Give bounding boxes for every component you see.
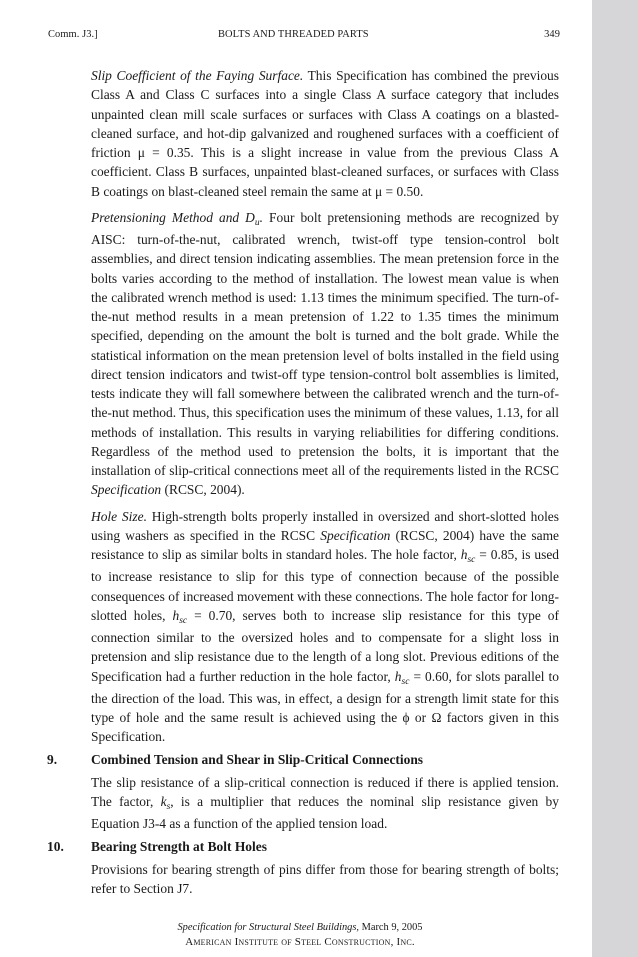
paragraph-text: Four bolt pretensioning methods are recognized by AISC: turn-of-the-nut, calibrated wrench, twist-off type tension-control bolt assemblies, and direct tension indicating assemblies. The mean pretension force in the bolts varies according to the method of installation. The lowest mean value is when the calibrated wrench method is used: 1.13 times the minimum specified. The turn-of-the-nut method results in a mean pretension of 1.22 to 1.35 times the minimum specified, depending on the amount the bolt is turned and the bolt grade. While the statistical information on the mean pretension level of bolts installed in the field using direct tension indicators and twist-off type tension-control bolt assemblies is limited, tests indicate they will fall somewhere between the calibrated wrench and the turn-of-the-nut method. Thus, this specification uses the minimum of these values, 1.13, for all methods of installation. This results in varying reliabilities for differing conditions. Regardless of the method used to pretension the bolts, it is important that the installation of slip-critical connections meet all of the requirements listed in the RCSC [91, 209, 559, 478]
page-body [47, 66, 560, 905]
section-title: Combined Tension and Shear in Slip-Critical Connections [91, 751, 424, 767]
paragraph-slip-coefficient [91, 66, 559, 201]
page-footer [0, 920, 600, 950]
header-section-ref: Comm. J3.] [48, 29, 98, 40]
footer-spec-title: Specification for Structural Steel Buildings, [177, 922, 360, 933]
subscript-s: s [166, 802, 171, 812]
subscript: u [254, 217, 260, 228]
paragraph-bearing-strength: Provisions for bearing strength of pins differ from those for bearing strength of bolts; refer to Section J7. [91, 861, 559, 896]
paragraph-text: = 0.85, is used to increase resistance to slip for this type of connection because of the possible consequences of increased movement with these connections. The hole factor for long-slotted holes, [91, 547, 559, 623]
section-heading-10 [47, 837, 559, 856]
specification-title: Specification [91, 482, 162, 498]
paragraph-text: (RCSC, 2004) have the same resistance to slip as similar bolts in standard holes. The hole factor, [91, 527, 560, 562]
paragraph-hole-size [91, 507, 559, 747]
paragraph-text: = 0.70, serves both to increase slip resistance for this type of connection similar to the oversized holes and to compensate for a slight loss in pretension and slip resistance due to the length of a long slot. Previous editions of the Specification had a further reduction in the hole factor, [91, 607, 559, 684]
paragraph-text: (RCSC, 2004). [161, 482, 245, 498]
variable-h: h [394, 668, 402, 684]
section-number: 9. [47, 751, 58, 767]
section-heading-9 [47, 750, 559, 769]
run-in-heading-text: Pretensioning Method and D [91, 209, 255, 225]
run-in-heading-hole-size: Hole Size. [91, 508, 147, 524]
page-number: 349 [544, 29, 560, 40]
header-chapter-title: BOLTS AND THREADED PARTS [218, 29, 369, 40]
run-in-heading-slip: Slip Coefficient of the Faying Surface. [91, 68, 304, 83]
variable-k: k [160, 794, 167, 809]
footer-date: March 9, 2005 [359, 922, 423, 933]
paragraph-text: High-strength bolts properly installed in oversized and short-slotted holes using washers as specified in the RCSC [91, 508, 559, 543]
subscript-sc: sc [179, 615, 188, 626]
subscript-sc: sc [467, 555, 476, 565]
paragraph-combined-tension-shear [91, 773, 559, 834]
run-in-heading-pretensioning [91, 209, 264, 228]
section-title: Bearing Strength at Bolt Holes [91, 838, 267, 854]
paragraph-text: This Specification has combined the previous Class A and Class C surfaces into a single Class A surface category that includes unpainted clean mill scale surfaces or surfaces with Class A coatings on a blasted-cleaned surface, and hot-dip galvanized and roughened surfaces with a coefficient of friction μ = 0.35. This is a slight increase in value from the previous Class A coefficient. Class B surfaces, unpainted blast-cleaned surfaces, or surfaces with Class B coatings on blast-cleaned steel remain the same at μ = 0.50. [91, 68, 560, 199]
footer-publisher: American Institute of Steel Construction, Inc. [185, 936, 415, 948]
section-number: 10. [47, 838, 64, 854]
page-margin-strip [592, 0, 638, 957]
variable-h: h [172, 607, 180, 623]
specification-title: Specification [320, 527, 391, 543]
subscript-sc: sc [401, 676, 410, 687]
paragraph-text: , is a multiplier that reduces the nominal slip resistance given by Equation J3-4 as a function of the applied tension load. [91, 794, 559, 832]
paragraph-text: The slip resistance of a slip-critical connection is reduced if there is applied tension. The factor, [91, 774, 559, 809]
run-in-heading-period: . [259, 209, 264, 225]
paragraph-pretensioning [91, 208, 559, 500]
paragraph-text: = 0.60, for slots parallel to the direction of the load. This was, in effect, a design for a strength limit state for this type of hole and the same result is achieved using the ϕ or Ω factors given in this Specification. [91, 668, 559, 745]
variable-h: h [460, 547, 468, 562]
footer-citation [0, 920, 600, 935]
